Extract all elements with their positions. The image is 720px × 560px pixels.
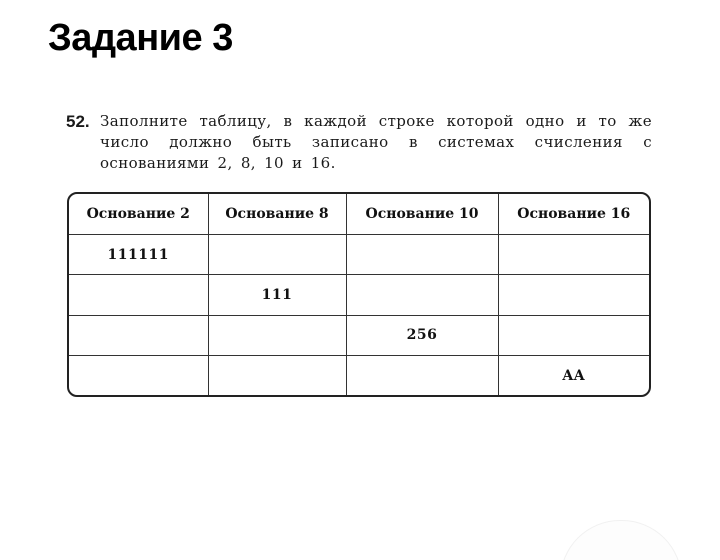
cell-row3-base2 [69,315,208,355]
cell-row4-base10 [346,356,498,395]
cell-row4-base16: AA [498,356,649,395]
table-row [69,315,649,355]
table-header-row [69,194,649,235]
cell-row2-base2 [69,275,208,315]
cell-row2-base10 [346,275,498,315]
cell-row1-base16 [498,235,649,275]
cell-row4-base2 [69,356,208,395]
problem-statement [66,111,652,174]
header-base-10: Основание 10 [346,194,498,235]
table-row [69,356,649,395]
problem-number: 52. [66,112,90,131]
header-base-8: Основание 8 [208,194,346,235]
table-row [69,235,649,275]
cell-row2-base8: 111 [208,275,346,315]
problem-text: Заполните таблицу, в каждой строке которой одно и то же число должно быть записано в системах счисления с основаниями 2, 8, 10 и 16. [100,112,652,172]
page-title: Задание 3 [48,17,233,59]
conversion-table [69,194,649,395]
cell-row1-base8 [208,235,346,275]
number-systems-table [67,192,651,397]
cell-row3-base16 [498,315,649,355]
cell-row1-base2: 111111 [69,235,208,275]
header-base-2: Основание 2 [69,194,208,235]
cell-row4-base8 [208,356,346,395]
page-corner-shadow [560,520,682,560]
cell-row3-base8 [208,315,346,355]
table-row [69,275,649,315]
cell-row3-base10: 256 [346,315,498,355]
cell-row1-base10 [346,235,498,275]
header-base-16: Основание 16 [498,194,649,235]
cell-row2-base16 [498,275,649,315]
